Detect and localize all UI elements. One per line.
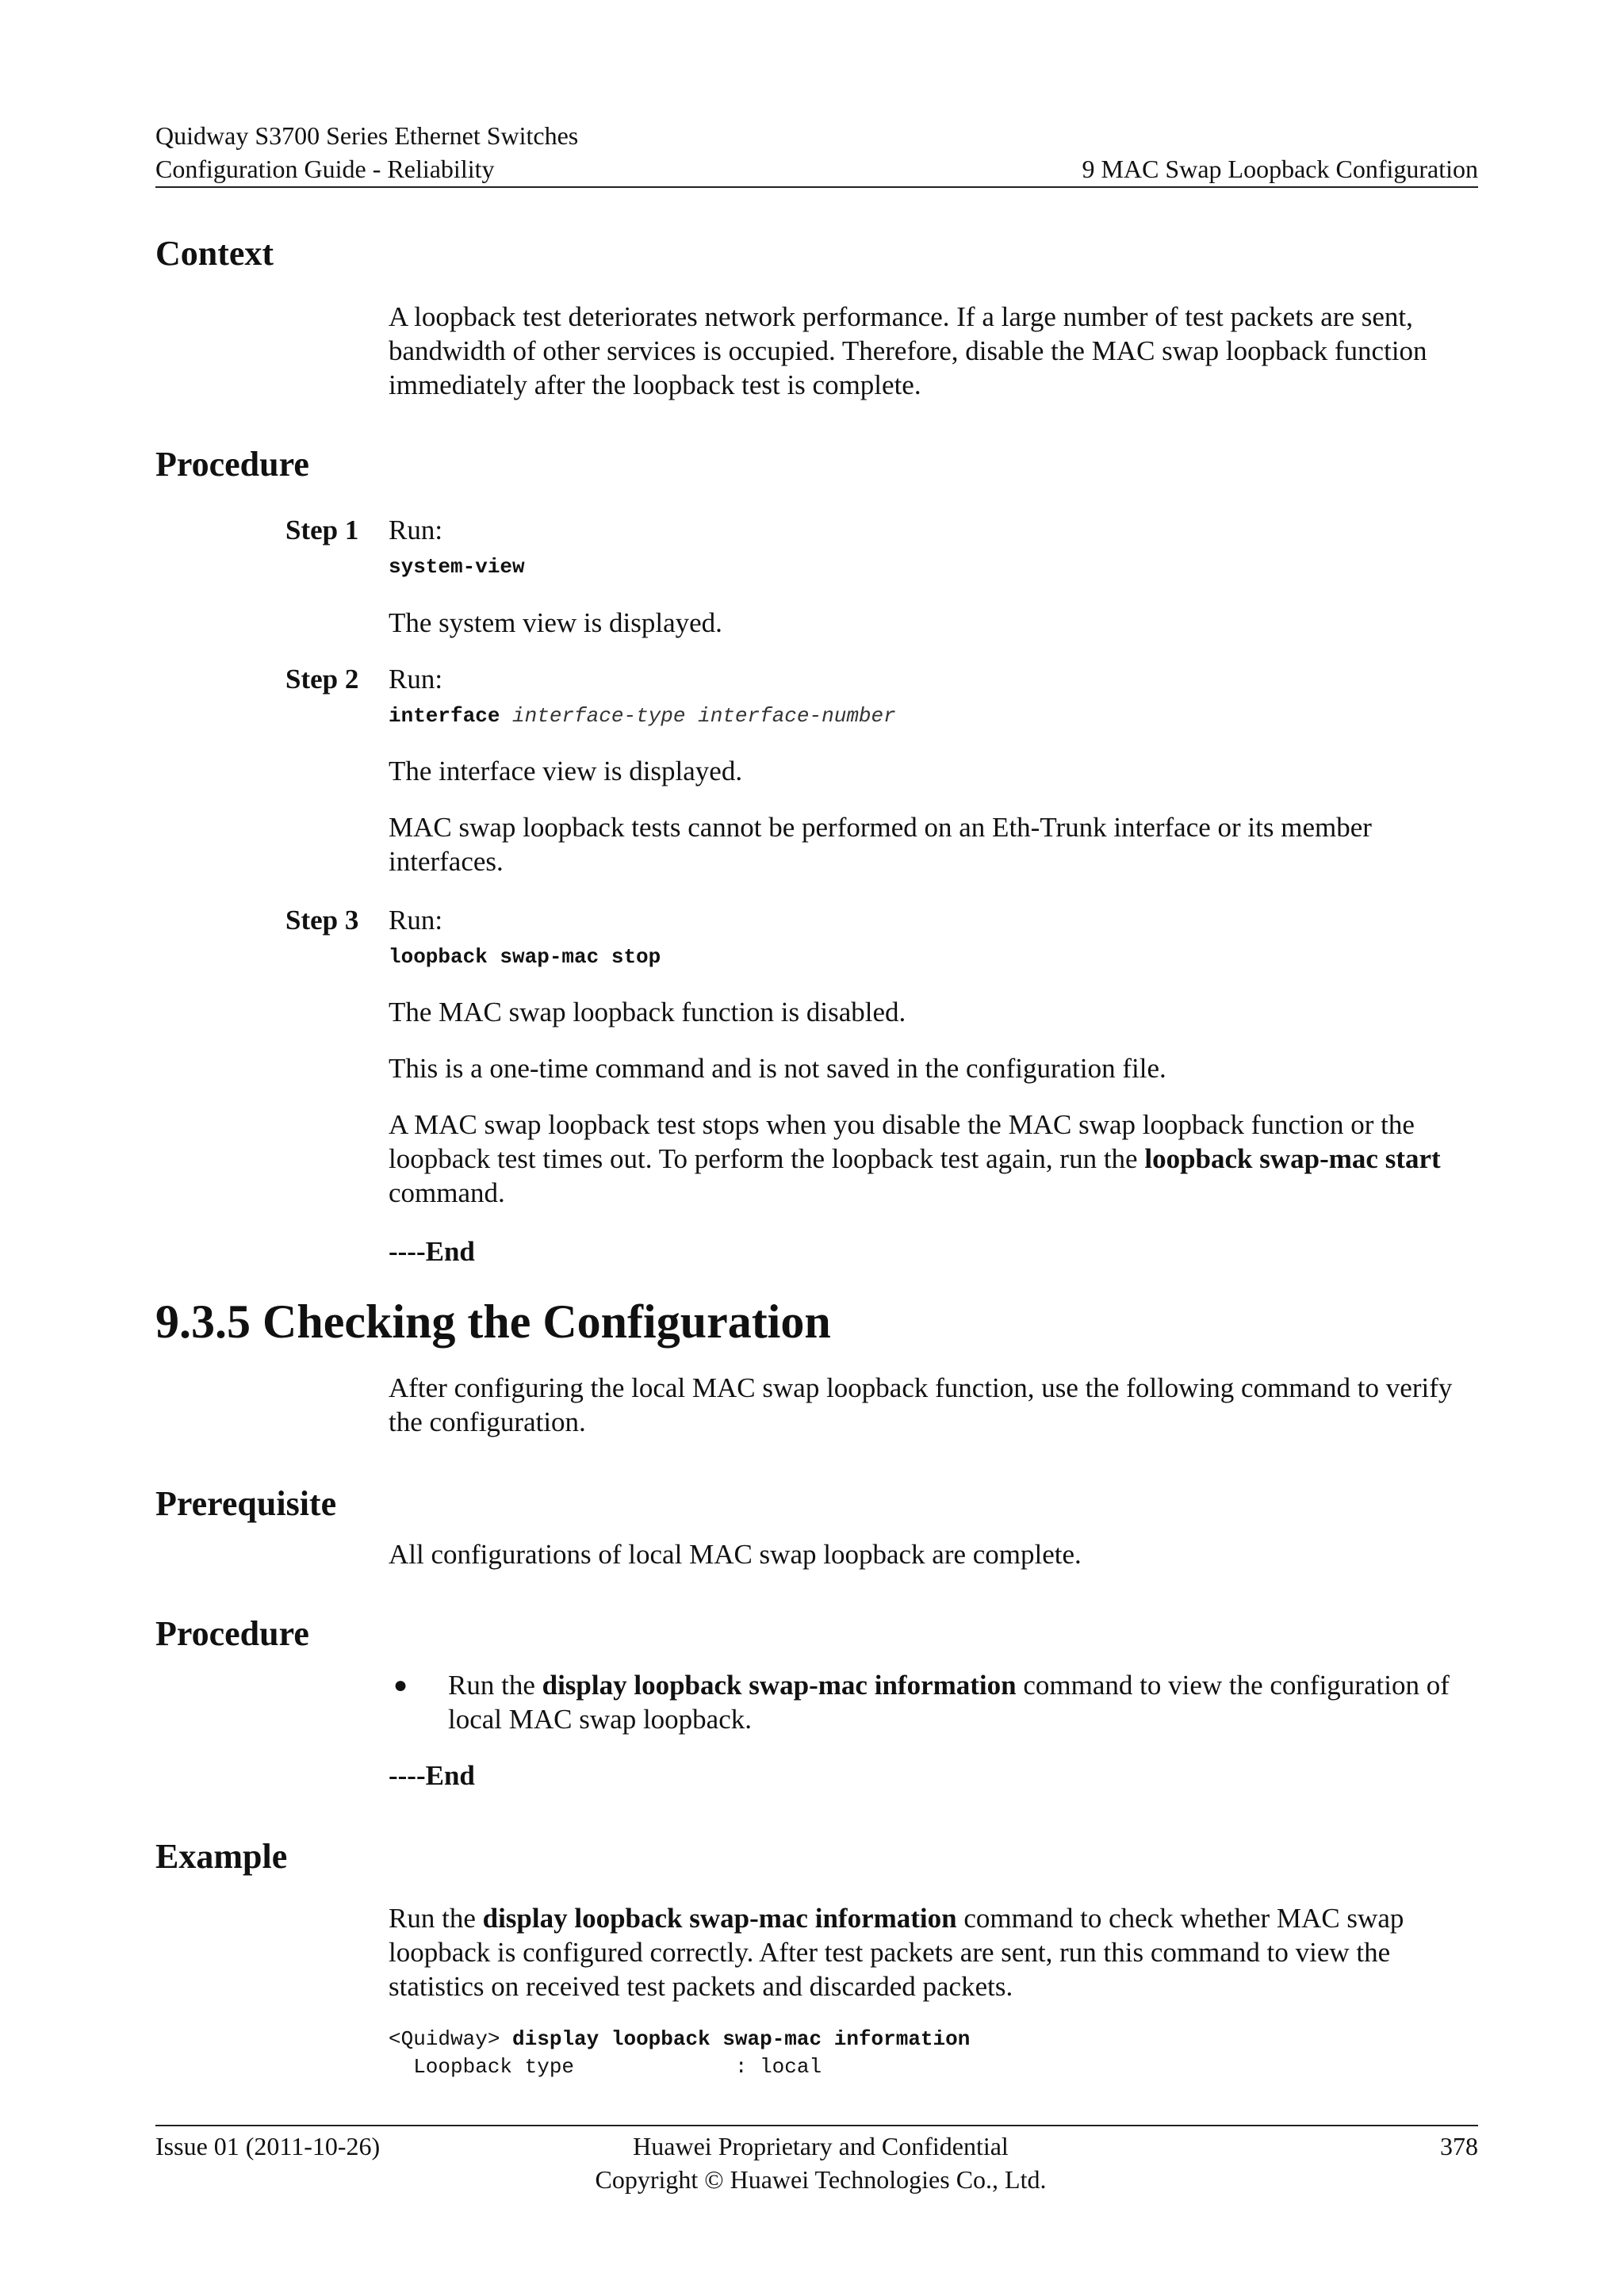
step-3-run: Run: [389,905,443,936]
header-guide: Configuration Guide - Reliability [155,155,495,183]
step-3-label: Step 3 [285,905,359,936]
example-output-line: Loopback type : local [389,2055,822,2079]
example-text-command: display loopback swap-mac information [482,1903,957,1934]
step-3-command-text: loopback swap-mac stop [389,945,661,969]
step-2-note: MAC swap loopback tests cannot be performed on an Eth-Trunk interface or its member interfaces. [389,812,1372,877]
step-3-note-2-command: loopback swap-mac start [1144,1143,1441,1174]
example-command: display loopback swap-mac information [512,2027,971,2051]
step-3-note-2-post: command. [389,1177,505,1208]
procedure-2-bullet-pre: Run the [448,1670,542,1701]
step-3-note-1: This is a one-time command and is not saved in the configuration file. [389,1053,1166,1084]
step-3-command [389,943,661,970]
procedure-end-marker: ----End [389,1236,475,1267]
step-1-run: Run: [389,515,443,545]
procedure-2-heading: Procedure [155,1614,309,1653]
example-text-post: command to check whether MAC swap loopback is configured correctly. After test packets are sent, run this command to view the statistics on received test packets and discarded packets. [389,1903,1404,2002]
step-3-result: The MAC swap loopback function is disabled. [389,997,906,1027]
step-1-command [389,553,525,580]
step-1-result: The system view is displayed. [389,607,722,638]
footer-page-number: 378 [1440,2132,1478,2160]
bullet-icon: ● [393,1672,408,1698]
example-text-pre: Run the [389,1903,483,1934]
procedure-2-bullet-command: display loopback swap-mac information [542,1670,1017,1701]
step-3-note-2-pre: A MAC swap loopback test stops when you disable the MAC swap loopback function or the loopback test times out. To perform the loopback test again, run the [389,1109,1415,1174]
header-chapter: 9 MAC Swap Loopback Configuration [1082,155,1478,183]
step-1-command-text: system-view [389,555,525,579]
example-heading: Example [155,1837,288,1876]
prerequisite-heading: Prerequisite [155,1484,337,1523]
example-prompt: <Quidway> [389,2027,500,2051]
footer-rule [155,2125,1478,2126]
procedure-heading: Procedure [155,445,309,484]
header-product: Quidway S3700 Series Ethernet Switches [155,121,579,150]
step-3-note-2 [389,1108,1483,1210]
context-heading: Context [155,234,274,273]
section-intro: After configuring the local MAC swap loopback function, use the following command to verify the configuration. [389,1372,1453,1437]
step-2-result: The interface view is displayed. [389,756,743,786]
example-text [389,1901,1483,2003]
example-command-line [389,2026,970,2053]
header-rule [155,186,1478,188]
step-2-run: Run: [389,664,443,695]
step-2-command-keyword: interface [389,704,500,728]
section-title: 9.3.5 Checking the Configuration [155,1295,831,1348]
step-2-command-args: interface-type interface-number [512,704,896,728]
procedure-2-end-marker: ----End [389,1760,475,1791]
step-2-command [389,702,896,729]
footer-issue: Issue 01 (2011-10-26) [155,2132,381,2160]
context-text: A loopback test deteriorates network performance. If a large number of test packets are sent, bandwidth of other services is occupied. Therefore, disable the MAC swap loopback function immediately after the loopback test is complete. [389,301,1427,400]
step-2-label: Step 2 [285,664,359,695]
step-1-label: Step 1 [285,515,359,545]
footer-copyright: Copyright © Huawei Technologies Co., Ltd. [595,2165,1047,2194]
prerequisite-text: All configurations of local MAC swap loopback are complete. [389,1539,1082,1570]
procedure-2-bullet-post: command to view the configuration of local MAC swap loopback. [448,1670,1450,1735]
procedure-2-bullet-text [448,1668,1483,1736]
footer-confidential: Huawei Proprietary and Confidential [633,2132,1009,2160]
